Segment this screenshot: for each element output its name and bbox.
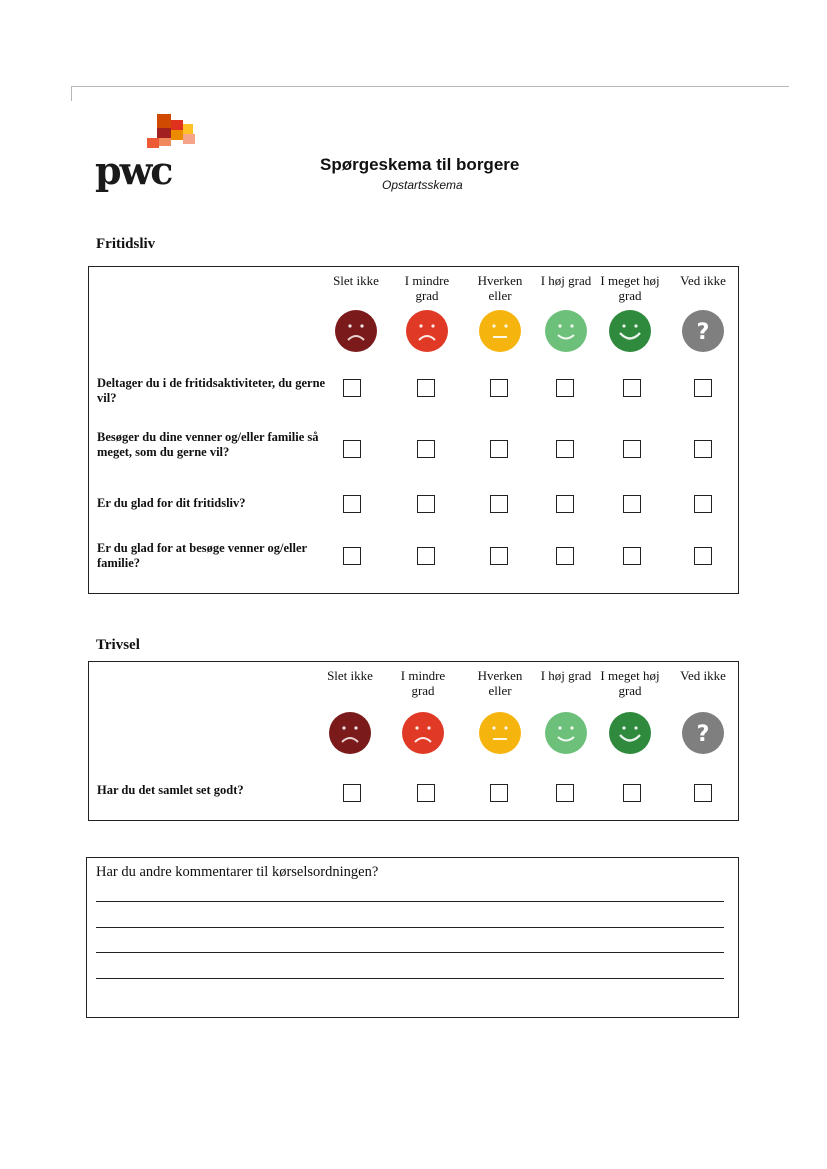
comments-box — [86, 857, 739, 1018]
logo-square — [157, 114, 171, 128]
section-title-trivsel: Trivsel — [96, 637, 140, 653]
scale-header-0: Slet ikke — [327, 668, 373, 683]
scale-header-1: I mindre grad — [400, 668, 446, 698]
answer-checkbox[interactable] — [417, 495, 435, 513]
logo-square — [183, 134, 195, 144]
question-face-icon — [682, 712, 724, 754]
comments-question: Har du andre kommentarer til kørselsordningen? — [96, 864, 379, 880]
scale-header-3: I høj grad — [540, 668, 592, 683]
answer-checkbox[interactable] — [556, 784, 574, 802]
question-text: Er du glad for at besøge venner og/eller familie? — [97, 541, 307, 570]
neutral-face-icon — [479, 712, 521, 754]
scale-header-5: Ved ikke — [680, 668, 726, 683]
logo-square — [171, 130, 183, 140]
answer-checkbox[interactable] — [556, 379, 574, 397]
neutral-face-icon — [479, 310, 521, 352]
answer-checkbox[interactable] — [490, 495, 508, 513]
answer-checkbox[interactable] — [556, 547, 574, 565]
answer-checkbox[interactable] — [343, 784, 361, 802]
answer-checkbox[interactable] — [556, 440, 574, 458]
answer-checkbox[interactable] — [343, 495, 361, 513]
svg-text:?: ? — [696, 722, 710, 747]
answer-checkbox[interactable] — [623, 440, 641, 458]
question-face-icon — [682, 310, 724, 352]
answer-checkbox[interactable] — [694, 784, 712, 802]
scale-header-0: Slet ikke — [333, 273, 379, 288]
comment-line[interactable] — [96, 901, 724, 902]
question-text: Har du det samlet set godt? — [97, 783, 244, 797]
answer-checkbox[interactable] — [694, 495, 712, 513]
scale-header-2: Hverken eller — [477, 273, 523, 303]
header-rule-tick — [71, 86, 72, 101]
answer-checkbox[interactable] — [623, 784, 641, 802]
scale-header-4: I meget høj grad — [600, 273, 660, 303]
scale-header-4: I meget høj grad — [600, 668, 660, 698]
scale-header-5: Ved ikke — [680, 273, 726, 288]
answer-checkbox[interactable] — [417, 547, 435, 565]
answer-checkbox[interactable] — [490, 547, 508, 565]
question-text: Besøger du dine venner og/eller familie så meget, som du gerne vil? — [97, 430, 319, 459]
answer-checkbox[interactable] — [417, 379, 435, 397]
question-text: Deltager du i de fritidsaktiviteter, du gerne vil? — [97, 376, 326, 405]
scale-header-3: I høj grad — [540, 273, 592, 288]
answer-checkbox[interactable] — [556, 495, 574, 513]
big-smile-face-icon — [609, 310, 651, 352]
pwc-logo — [95, 114, 205, 194]
page-title: Spørgeskema til borgere — [320, 155, 520, 174]
answer-checkbox[interactable] — [694, 440, 712, 458]
page-subtitle: Opstartsskema — [382, 178, 463, 192]
answer-checkbox[interactable] — [694, 547, 712, 565]
answer-checkbox[interactable] — [490, 440, 508, 458]
answer-checkbox[interactable] — [417, 784, 435, 802]
scale-header-2: Hverken eller — [477, 668, 523, 698]
answer-checkbox[interactable] — [623, 547, 641, 565]
comment-line[interactable] — [96, 927, 724, 928]
big-smile-face-icon — [609, 712, 651, 754]
answer-checkbox[interactable] — [417, 440, 435, 458]
answer-checkbox[interactable] — [343, 440, 361, 458]
very-sad-face-icon — [329, 712, 371, 754]
comment-line[interactable] — [96, 952, 724, 953]
answer-checkbox[interactable] — [694, 379, 712, 397]
svg-text:?: ? — [696, 320, 710, 345]
answer-checkbox[interactable] — [490, 379, 508, 397]
logo-square — [183, 124, 193, 134]
answer-checkbox[interactable] — [490, 784, 508, 802]
smile-face-icon — [545, 712, 587, 754]
header-rule — [71, 86, 789, 87]
question-text: Er du glad for dit fritidsliv? — [97, 496, 246, 510]
smile-face-icon — [545, 310, 587, 352]
answer-checkbox[interactable] — [623, 379, 641, 397]
sad-face-icon — [402, 712, 444, 754]
logo-text: pwc — [95, 148, 172, 193]
section-title-fritidsliv: Fritidsliv — [96, 236, 156, 252]
scale-header-1: I mindre grad — [404, 273, 450, 303]
logo-square — [157, 128, 171, 138]
logo-square — [159, 138, 171, 146]
very-sad-face-icon — [335, 310, 377, 352]
logo-square — [171, 120, 183, 130]
comment-line[interactable] — [96, 978, 724, 979]
logo-square — [147, 138, 159, 148]
answer-checkbox[interactable] — [623, 495, 641, 513]
answer-checkbox[interactable] — [343, 379, 361, 397]
answer-checkbox[interactable] — [343, 547, 361, 565]
sad-face-icon — [406, 310, 448, 352]
